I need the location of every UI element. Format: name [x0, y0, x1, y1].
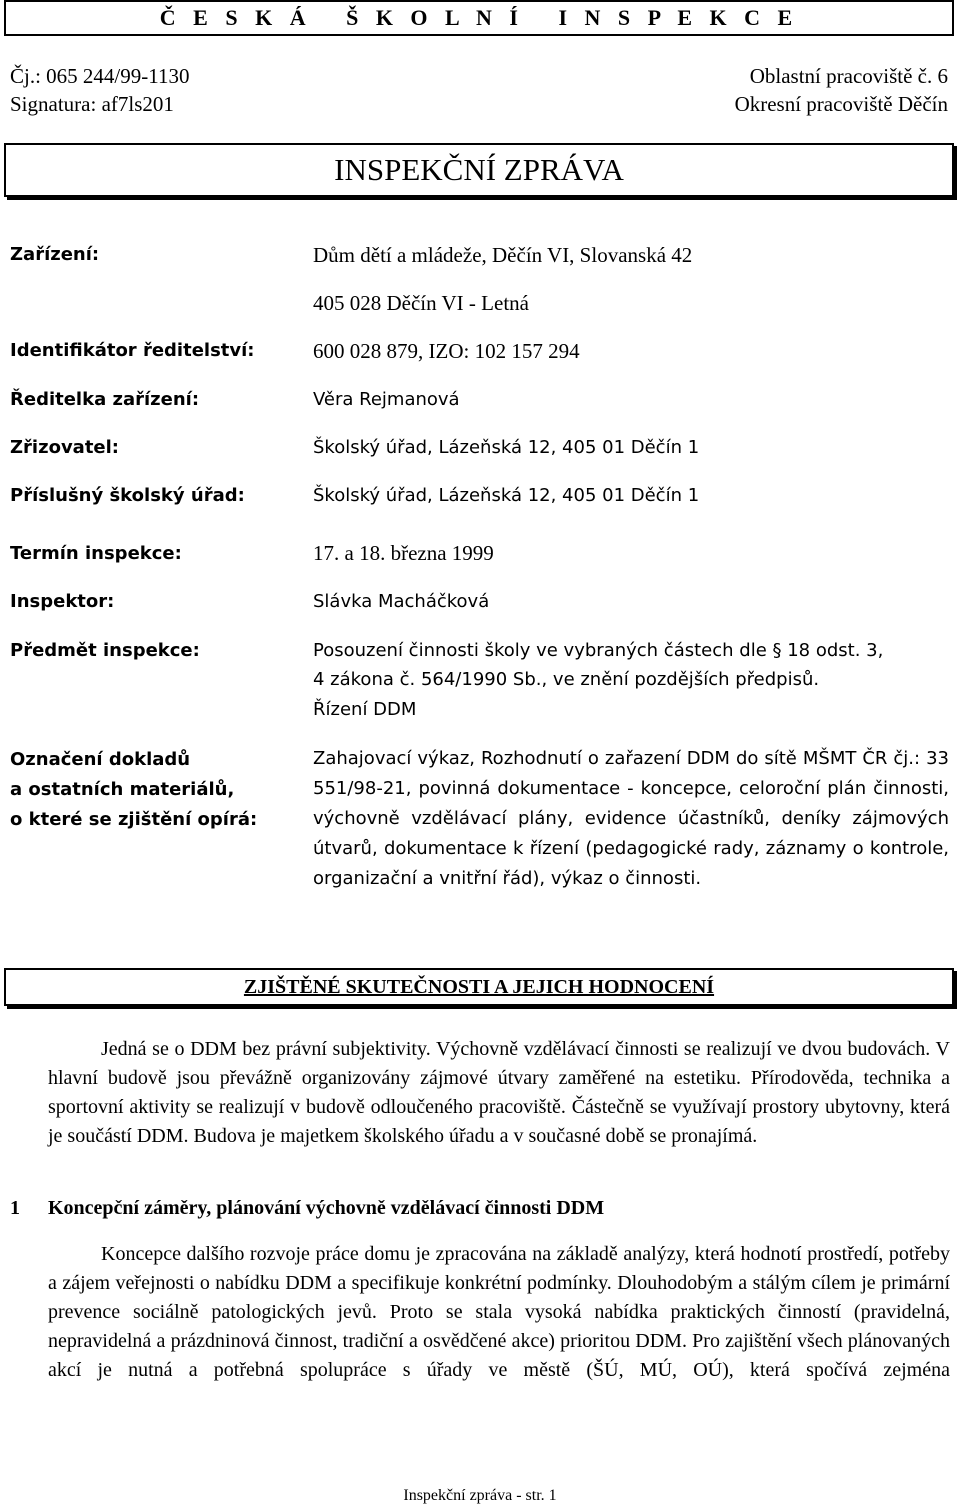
section-1-heading: Koncepční záměry, plánování výchovně vzdělávací činnosti DDM — [48, 1197, 605, 1219]
director-label: Ředitelka zařízení: — [10, 389, 200, 410]
agency-title — [4, 0, 954, 36]
regional-office: Oblastní pracoviště č. 6 — [749, 64, 948, 88]
inspection-subject-label: Předmět inspekce: — [10, 640, 200, 661]
section-1-paragraph — [48, 1240, 950, 1385]
section-1-number: 1 — [10, 1197, 20, 1219]
section-1-paragraph-text: Koncepce dalšího rozvoje práce domu je zpracována na základě analýzy, která hodnotí prostředí, potřeby a zájem veřejnosti o nabídku DDM a specifikuje konkrétní podmínky. Dlouhodobým a stálým cílem je primární prevence sociálně patologických jevů. Proto se stala vysoká nabídka praktických činností (pravidelná, nepravidelná a prázdninová činnost, tradiční a osvědčené akce) prioritou DDM. Pro zajištění všech plánovaných akcí je nutná a potřebná spolupráce s úřady ve městě (ŠÚ, MÚ, OÚ), která spočívá zejména — [48, 1243, 950, 1381]
inspector-label: Inspektor: — [10, 591, 115, 612]
documents-label-line3: o které se zjištění opírá: — [10, 809, 258, 830]
intro-paragraph — [48, 1035, 950, 1151]
facility-address: 405 028 Děčín VI - Letná — [313, 291, 529, 315]
district-office: Okresní pracoviště Děčín — [734, 92, 948, 116]
director-id-value: 600 028 879, IZO: 102 157 294 — [313, 339, 580, 363]
agency-title-text: Č E S K Á Š K O L N Í I N S P E K C E — [159, 5, 799, 30]
inspection-date-label: Termín inspekce: — [10, 543, 182, 564]
signature: Signatura: af7ls201 — [10, 92, 174, 116]
school-office-label: Příslušný školský úřad: — [10, 485, 245, 506]
inspection-subject-line3: Řízení DDM — [313, 699, 417, 720]
report-title-box — [4, 143, 954, 197]
documents-value: Zahajovací výkaz, Rozhodnutí o zařazení DDM do sítě MŠMT ČR čj.: 33 551/98-21, povinná dokumentace - koncepce, celoroční plán činnosti, výchovně vzdělávací plány, evidence účastníků, deníky zájmových útvarů, dokumentace k řízení (pedagogické rady, záznamy o kontrole, organizační a vnitřní řád), výkaz o činnosti. — [313, 748, 949, 889]
inspection-date-value: 17. a 18. března 1999 — [313, 541, 494, 565]
inspector-value: Slávka Macháčková — [313, 591, 490, 612]
documents-label-line2: a ostatních materiálů, — [10, 779, 235, 800]
inspection-subject-line2: 4 zákona č. 564/1990 Sb., ve znění pozdějších předpisů. — [313, 669, 820, 690]
inspection-subject-line1: Posouzení činnosti školy ve vybraných částech dle § 18 odst. 3, — [313, 640, 884, 661]
facility-label: Zařízení: — [10, 244, 100, 265]
report-title: INSPEKČNÍ ZPRÁVA — [334, 152, 624, 187]
founder-label: Zřizovatel: — [10, 437, 120, 458]
findings-section-header — [4, 968, 954, 1006]
page-footer: Inspekční zpráva - str. 1 — [403, 1487, 557, 1504]
founder-value: Školský úřad, Lázeňská 12, 405 01 Děčín 1 — [313, 437, 700, 458]
intro-paragraph-text: Jedná se o DDM bez právní subjektivity. Výchovně vzdělávací činnosti se realizují ve dvou budovách. V hlavní budově jsou převážně organizovány zájmové útvary zaměřené na estetiku. Přírodověda, technika a sportovní aktivity se realizují v budově odloučeného pracoviště. Částečně se využívají prostory ubytovny, která je součástí DDM. Budova je majetkem školského úřadu a v současné době se pronajímá. — [48, 1038, 950, 1147]
director-id-label: Identifikátor ředitelství: — [10, 340, 255, 361]
facility-value: Dům dětí a mládeže, Děčín VI, Slovanská 42 — [313, 243, 693, 267]
school-office-value: Školský úřad, Lázeňská 12, 405 01 Děčín 1 — [313, 485, 700, 506]
documents-label-line1: Označení dokladů — [10, 749, 191, 770]
director-value: Věra Rejmanová — [313, 389, 460, 410]
findings-section-title: ZJIŠTĚNÉ SKUTEČNOSTI A JEJICH HODNOCENÍ — [243, 975, 715, 998]
reference-number: Čj.: 065 244/99-1130 — [10, 64, 190, 88]
